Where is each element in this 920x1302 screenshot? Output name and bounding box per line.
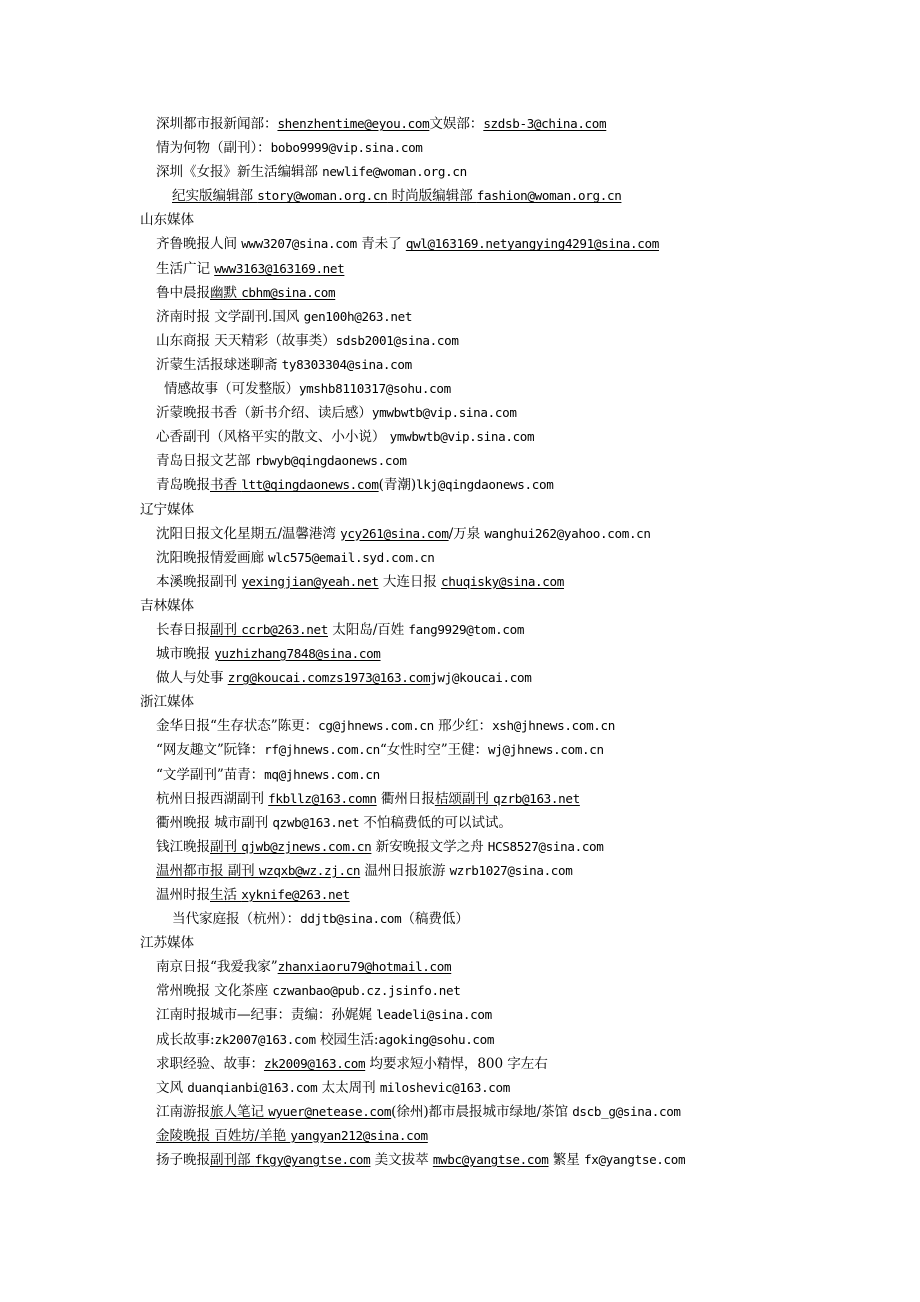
text-segment: 山东媒体 [140,212,194,229]
list-line [0,281,920,305]
email-address[interactable]: qzrb@163.net [493,790,580,806]
text-segment: 鲁中晨报 [156,284,210,301]
list-line [0,907,920,931]
text-segment: 青未了 [356,236,406,253]
list-line [0,522,920,546]
text-segment: （稿费低） [401,911,469,928]
text-segment: 文娱部： [429,116,484,132]
email-address[interactable]: xyknife@263.net [241,887,350,902]
text-segment: 江苏媒体 [140,935,194,952]
text-segment: “女性时空”王健： [379,742,489,759]
text-segment: 山东商报 天天精彩（故事类） [156,332,336,349]
email-address[interactable]: ycy261@sina.com [340,525,449,541]
text-segment: 温州都市报 副刊 [156,862,259,879]
text-segment: 生活 [209,887,242,903]
text-segment: 生活广记 [156,260,215,277]
text-segment: 情感故事（可发整版） [164,381,299,398]
list-line [0,401,920,425]
list-line [0,1076,920,1100]
email-address: wzrb1027@sina.com [449,862,573,878]
section-heading [0,690,920,714]
text-segment: 副刊 [209,621,242,638]
list-line [0,811,920,835]
list-line [0,160,920,184]
list-line [0,546,920,570]
email-address[interactable]: mwbc@yangtse.com [432,1152,549,1168]
text-segment: 美文拔萃 [370,1152,433,1169]
text-segment: 青岛日报文艺部 [156,453,255,470]
text-segment: 钱江晚报 [156,838,210,855]
email-address: fx@yangtse.com [583,1152,686,1168]
list-line [0,1052,920,1076]
text-segment: 江南时报城市—纪事：责编：孙娓娓 [156,1007,377,1024]
text-segment: 太太周刊 [317,1079,380,1096]
list-line [0,763,920,787]
text-segment: 大连日报 [378,573,442,590]
text-segment: 做人与处事 [156,670,228,687]
text-segment: 新安晚报文学之舟 [371,838,488,855]
email-address: czwanbao@pub.cz.jsinfo.net [272,983,461,999]
text-segment: 心香副刊（风格平实的散文、小小说） [156,429,390,446]
text-segment: 温州时报 [156,887,210,903]
list-line [0,232,920,256]
text-segment: “网友趣文”阮锋： [156,742,265,759]
email-address: sdsb2001@sina.com [335,332,459,348]
email-address[interactable]: zrg@koucai.comzs1973@163.com [227,670,431,686]
email-address[interactable]: wzqxb@wz.zj.cn [258,862,361,878]
list-line [0,787,920,811]
list-line [0,473,920,497]
section-heading [0,594,920,618]
document-page [0,112,920,1172]
text-segment: 沂蒙生活报球迷聊斋 [156,356,282,373]
text-segment: 本溪晚报副刊 [156,573,242,590]
text-segment: 幽默 [209,284,242,301]
text-segment: 扬子晚报 [156,1152,210,1169]
email-address[interactable]: yuzhizhang7848@sina.com [214,646,381,662]
section-heading [0,498,920,522]
text-segment: 温州日报旅游 [360,862,450,879]
list-line [0,184,920,208]
email-address[interactable]: fkbllz@163.comn [268,790,377,806]
text-segment: 校园生活: [315,1031,379,1048]
section-heading [0,931,920,955]
text-segment: 当代家庭报（杭州）： [172,911,301,928]
text-segment: 副刊 [209,838,242,855]
email-address: ddjtb@sina.com [300,911,402,927]
email-address[interactable]: fkgy@yangtse.com [254,1152,371,1168]
text-segment: 衢州日报 [376,790,435,807]
list-line [0,329,920,353]
text-segment: 齐鲁晚报人间 [156,236,242,253]
email-address: mq@jhnews.com.cn [264,766,380,782]
email-address: leadeli@sina.com [376,1007,492,1023]
email-address[interactable]: fashion@woman.org.cn [476,188,622,204]
text-segment: 沂蒙晚报书香（新书介绍、读后感） [156,405,372,422]
email-address: ymwbwtb@vip.sina.com [389,429,535,445]
text-segment: 南京日报“我爱我家” [156,959,278,976]
text-segment: 衢州晚报 城市副刊 [156,814,273,831]
email-address: wanghui262@yahoo.com.cn [484,525,651,541]
section-heading [0,208,920,232]
list-line [0,666,920,690]
text-segment: 江南游报 [156,1103,210,1120]
email-address: rf@jhnews.com.cn [264,742,380,758]
email-address: newlife@woman.org.cn [322,164,467,180]
text-segment: 邢少红： [433,718,493,735]
email-address: miloshevic@163.com [379,1079,511,1095]
text-segment: 长春日报 [156,621,210,638]
email-address: gen100h@263.net [303,308,413,324]
email-address: cg@jhnews.com.cn [318,718,434,734]
text-segment: 情为何物（副刊）： [156,140,271,157]
email-address: rbwyb@qingdaonews.com [254,453,407,469]
email-address: zk2007@163.com [214,1031,316,1047]
text-segment: 金华日报“生存状态”陈更： [156,718,319,735]
list-line [0,377,920,401]
email-address[interactable]: yangyan212@sina.com [290,1127,428,1143]
email-address[interactable]: szdsb-3@china.com [483,116,607,131]
list-line [0,257,920,281]
email-address: agoking@sohu.com [378,1031,495,1047]
text-segment: (徐州)都市晨报城市绿地/茶馆 [391,1103,573,1120]
text-segment: 求职经验、故事： [156,1055,264,1072]
email-address: duanqianbi@163.com [187,1079,318,1095]
list-line [0,1003,920,1027]
email-address[interactable]: story@woman.org.cn [257,188,388,204]
text-segment: 繁星 [548,1152,584,1169]
email-address[interactable]: qjwb@zjnews.com.cn [241,838,372,854]
email-address[interactable]: yexingjian@yeah.net [241,573,379,589]
text-segment: 深圳都市报新闻部： [156,116,278,132]
email-address[interactable]: cbhm@sina.com [241,284,336,300]
text-segment: 旅人笔记 [209,1103,269,1120]
text-segment: 成长故事: [156,1031,215,1048]
list-line [0,353,920,377]
list-line [0,570,920,594]
list-line [0,136,920,160]
email-address[interactable]: chuqisky@sina.com [441,573,564,589]
text-segment: /万泉 [448,525,485,542]
email-address: HCS8527@sina.com [487,838,604,854]
text-segment: 文风 [156,1079,188,1096]
list-line [0,642,920,666]
email-address: wj@jhnews.com.cn [488,742,604,758]
email-address[interactable]: www3163@163169.net [214,260,345,276]
text-segment: 书香 [209,477,242,494]
list-line [0,979,920,1003]
text-segment: “文学副刊”苗青： [156,766,265,783]
text-segment: 副刊部 [209,1152,255,1169]
email-address: xsh@jhnews.com.cn [492,718,616,734]
list-line [0,1100,920,1124]
email-address: fang9929@tom.com [408,621,525,637]
text-segment: 城市晚报 [156,646,215,663]
list-line [0,738,920,762]
text-segment: (青潮) [378,477,417,494]
text-segment: 杭州日报西湖副刊 [156,790,269,807]
text-segment: 沈阳日报文化星期五/温馨港湾 [156,525,341,542]
email-address: ymwbwtb@vip.sina.com [371,405,517,421]
email-address: wlc575@email.syd.com.cn [268,549,435,565]
list-line [0,449,920,473]
email-address: lkj@qingdaonews.com [416,477,554,493]
text-segment: 常州晚报 文化茶座 [156,983,273,1000]
email-address: qzwb@163.net [272,814,360,830]
list-line [0,883,920,907]
email-address[interactable]: zk2009@163.com [263,1055,366,1071]
email-address[interactable]: shenzhentime@eyou.com [277,116,430,131]
list-line [0,1028,920,1052]
text-segment: 深圳《女报》新生活编辑部 [156,164,323,181]
text-segment: 时尚版编辑部 [387,188,477,205]
list-line [0,305,920,329]
email-address[interactable]: zhanxiaoru79@hotmail.com [277,959,452,975]
text-segment: 金陵晚报 百姓坊/羊艳 [156,1127,291,1144]
text-segment: 浙江媒体 [140,694,194,711]
email-address: jwj@koucai.com [430,670,532,686]
text-segment: 纪实版编辑部 [172,188,258,205]
email-address[interactable]: wyuer@netease.com [268,1103,392,1119]
list-line [0,425,920,449]
email-address[interactable]: ltt@qingdaonews.com [241,477,379,493]
text-segment: 太阳岛/百姓 [328,621,409,638]
email-address: www3207@sina.com [241,236,357,252]
email-address[interactable]: ccrb@263.net [241,621,328,637]
text-segment: 吉林媒体 [140,597,194,614]
list-line [0,835,920,859]
text-segment: 济南时报 文学副刊.国风 [156,308,304,325]
email-address: bobo9999@vip.sina.com [270,140,423,156]
list-line [0,714,920,738]
list-line [0,1148,920,1172]
list-line [0,112,920,136]
text-segment: 青岛晚报 [156,477,210,494]
email-address: ymshb8110317@sohu.com [298,381,451,397]
text-segment: 不怕稿费低的可以试试。 [359,814,512,831]
text-segment: 沈阳晚报情爱画廊 [156,549,269,566]
email-address[interactable]: qwl@163169.netyangying4291@sina.com [405,236,659,252]
list-line [0,955,920,979]
text-segment: 均要求短小精悍，800 字左右 [365,1055,548,1072]
text-segment: 桔颂副刊 [434,790,494,807]
text-segment: 辽宁媒体 [140,501,194,518]
list-line [0,1124,920,1148]
email-address: ty8303304@sina.com [281,356,412,372]
list-line [0,618,920,642]
list-line [0,859,920,883]
email-address: dscb_g@sina.com [572,1103,681,1119]
